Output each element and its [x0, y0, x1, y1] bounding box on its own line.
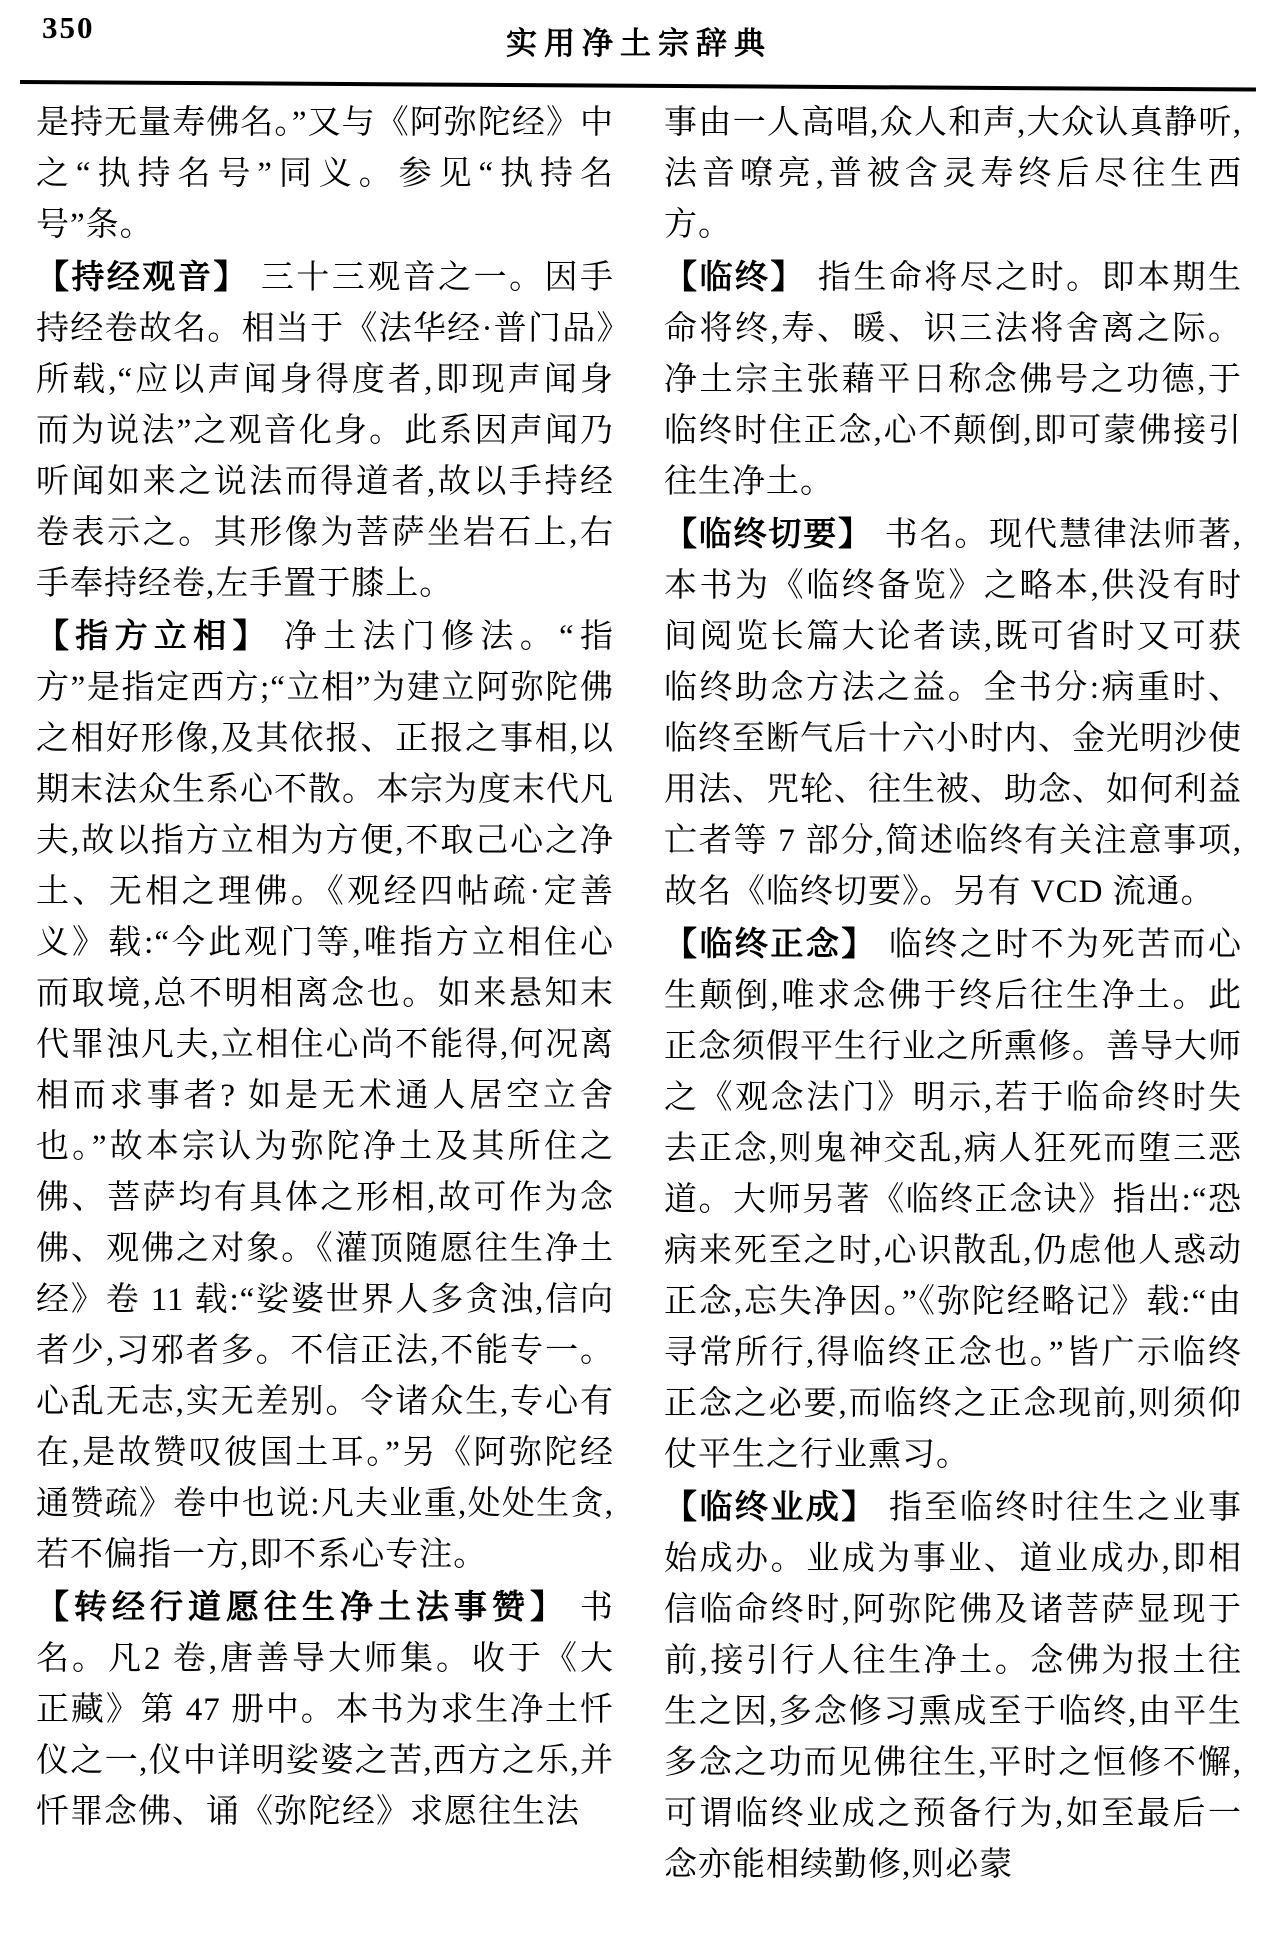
entry-paragraph: [664, 508, 1242, 918]
entry-body-text: 是持无量寿佛名。”又与《阿弥陀经》中之“执持名号”同义。参见“执持名号”条。: [36, 105, 614, 243]
page-header: [0, 0, 1278, 64]
page-number: 350: [42, 10, 95, 45]
entry-body-text: 净土法门修法。“指方”是指定西方;“立相”为建立阿弥陀佛之相好形像,及其依报、正报之事相,以期末法众生系心不散。本宗为度末代凡夫,故以指方立相为方便,不取己心之净土、无相之理佛。《观经四帖疏·定善义》载:“今此观门等,唯指方立相住心而取境,总不明相离念也。如来悬知末代罪浊凡夫,立相住心尚不能得,何况离相而求事者? 如是无术通人居空立舍也。”故本宗认为弥陀净土及其所住之佛、菩萨均有具体之形相,故可作为念佛、观佛之对象。《灌顶随愿往生净土经》卷 11 载:“娑婆世界人多贪浊,信向者少,习邪者多。不信正法,不能专一。心乱无志,实无差别。令诸众生,专心有在,是故赞叹彼国土耳。”另《阿弥陀经通赞疏》卷中也说:凡夫业重,处处生贪,若不偏指一方,即不系心专注。: [36, 619, 615, 1573]
entry-headword: 【临终】: [664, 258, 806, 295]
entry-paragraph: [664, 918, 1242, 1481]
entry-body-text: 三十三观音之一。因手持经卷故名。相当于《法华经·普门品》所载,“应以声闻身得度者,即现声闻身而为说法”之观音化身。此系因声闻乃听闻如来之说法而得道者,故以手持经卷表示之。其形像为菩萨坐岩石上,右手奉持经卷,左手置于膝上。: [36, 260, 615, 602]
entry-body-text: 临终之时不为死苦而心生颠倒,唯求念佛于终后往生净土。此正念须假平生行业之所熏修。善导大师之《观念法门》明示,若于临命终时失去正念,则鬼神交乱,病人狂死而堕三恶道。大师另著《临终正念诀》指出:“恐病来死至之时,心识散乱,仍虑他人惑动正念,忘失净因。”《弥陀经略记》载:“由寻常所行,得临终正念也。”皆广示临终正念之必要,而临终之正念现前,则须仰仗平生之行业熏习。: [664, 927, 1243, 1473]
entry-paragraph: [36, 1581, 614, 1838]
entry-headword: 【临终切要】: [664, 515, 873, 552]
entry-headword: 【指方立相】: [36, 617, 272, 654]
entry-body-text: 事由一人高唱,众人和声,大众认真静听,法音嘹亮,普被含灵寿终后尽往生西方。: [664, 105, 1242, 243]
entry-paragraph: [664, 251, 1242, 508]
entry-paragraph: [664, 98, 1242, 251]
entry-paragraph: [36, 98, 614, 251]
entry-body-text: 书名。凡2 卷,唐善导大师集。收于《大正藏》第 47 册中。本书为求生净土忏仪之一,仪中详明娑婆之苦,西方之乐,并忏罪念佛、诵《弥陀经》求愿往生法: [36, 1590, 614, 1830]
entry-headword: 【转经行道愿往生净土法事赞】: [36, 1588, 568, 1625]
right-column: [664, 98, 1242, 1891]
entry-body-text: 书名。现代慧律法师著,本书为《临终备览》之略本,供没有时间阅览长篇大论者读,既可省时又可获临终助念方法之益。全书分:病重时、临终至断气后十六小时内、金光明沙使用法、咒轮、往生被、助念、如何利益亡者等 7 部分,简述临终有关注意事项,故名《临终切要》。另有 VCD 流通。: [664, 517, 1242, 910]
page-title: 实用净土宗辞典: [506, 26, 772, 61]
entry-paragraph: [36, 610, 614, 1581]
entry-body-text: 指至临终时往生之业事始成办。业成为事业、道业成办,即相信临命终时,阿弥陀佛及诸菩萨显现于前,接引行人往生净土。念佛为报土往生之因,多念修习熏成至于临终,由平生多念之功而见佛往生,平时之恒修不懈,可谓临终业成之预备行为,如至最后一念亦能相续勤修,则必蒙: [664, 1490, 1243, 1883]
entry-paragraph: [664, 1481, 1242, 1891]
left-column: [36, 98, 614, 1891]
entry-paragraph: [36, 251, 614, 610]
entry-headword: 【临终业成】: [664, 1488, 877, 1525]
entry-headword: 【临终正念】: [664, 925, 877, 962]
entry-body-text: 指生命将尽之时。即本期生命将终,寿、暖、识三法将舍离之际。净土宗主张藉平日称念佛号之功德,于临终时住正念,心不颠倒,即可蒙佛接引往生净土。: [664, 260, 1243, 500]
text-columns: [0, 84, 1278, 1891]
entry-headword: 【持经观音】: [36, 258, 249, 295]
